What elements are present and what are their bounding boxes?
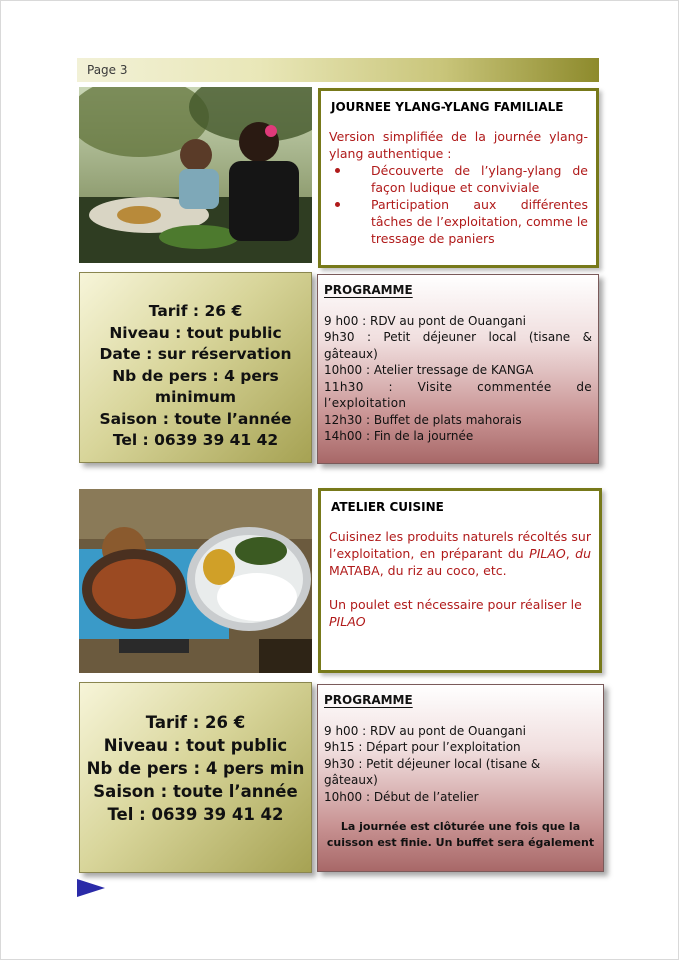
bullet-icon — [335, 168, 340, 173]
description-text: Cuisinez les produits naturels récoltés sur l’exploitation, en préparant du — [329, 529, 591, 561]
bullet-item — [329, 162, 588, 196]
note-paragraph — [329, 596, 591, 630]
niveau-line: Niveau : tout public — [103, 736, 288, 755]
programme-line: 9 h00 : RDV au pont de Ouangani — [324, 313, 526, 328]
description-paragraph — [329, 528, 591, 579]
saison-line: Saison : toute l’année — [93, 782, 298, 801]
page-header-bar — [77, 58, 599, 82]
nb-pers-line-continued: minimum — [154, 388, 237, 406]
note-text: Un poulet est nécessaire pour réaliser le — [329, 597, 582, 612]
tarif-line: Tarif : 26 € — [148, 302, 243, 320]
programme-line: 9 h00 : RDV au pont de Ouangani — [324, 723, 526, 738]
section-title: JOURNEE YLANG-YLANG FAMILIALE — [331, 100, 564, 114]
programme-box — [317, 684, 604, 872]
bullet-list — [329, 162, 588, 247]
programme-line: 9h30 : Petit déjeuner local (tisane & gâteaux) — [324, 330, 592, 361]
closing-note: La journée est clôturée une fois que la cuisson est finie. Un buffet sera également — [326, 820, 595, 849]
family-ylang-ylang-photo — [79, 87, 312, 263]
next-page-arrow-icon — [77, 879, 105, 897]
bullet-item — [329, 196, 588, 247]
programme-line: 9h30 : Petit déjeuner local (tisane & gâteaux) — [324, 756, 541, 787]
bullet-text: Participation aux différentes tâches de l’exploitation, comme le tressage de paniers — [371, 197, 588, 246]
programme-title: PROGRAMME — [324, 693, 413, 707]
intro-text: Version simplifiée de la journée ylang-ylang authentique : — [329, 129, 588, 161]
description-text: , — [565, 546, 576, 561]
tarif-info-box — [79, 272, 312, 463]
cooking-workshop-photo — [79, 489, 312, 673]
description-text: du — [575, 546, 591, 561]
tarif-info-box — [79, 682, 312, 873]
section-title: ATELIER CUISINE — [331, 500, 444, 514]
bullet-icon — [335, 202, 340, 207]
programme-line: 12h30 : Buffet de plats mahorais — [324, 412, 522, 427]
atelier-cuisine-description-box — [318, 488, 602, 673]
programme-line: 14h00 : Fin de la journée — [324, 429, 474, 443]
pilao-text: PILAO — [329, 614, 366, 629]
bullet-text: Découverte de l’ylang-ylang de façon ludique et conviviale — [371, 163, 588, 195]
description-text: MATABA, du riz au coco, etc. — [329, 563, 507, 578]
programme-line: 10h00 : Atelier tressage de KANGA — [324, 363, 534, 377]
nb-pers-line: Nb de pers : 4 pers — [112, 366, 279, 385]
niveau-line: Niveau : tout public — [109, 323, 282, 342]
programme-box — [317, 274, 599, 464]
date-line: Date : sur réservation — [99, 345, 292, 363]
programme-title: PROGRAMME — [324, 283, 413, 297]
tarif-line: Tarif : 26 € — [145, 713, 246, 732]
page-label: Page 3 — [87, 63, 128, 77]
programme-line: 9h15 : Départ pour l’exploitation — [324, 740, 521, 754]
programme-line: 10h00 : Début de l’atelier — [324, 789, 479, 804]
ylang-ylang-description-box — [318, 88, 599, 268]
programme-line: 11h30 : Visite commentée de l’exploitation — [324, 379, 592, 410]
nb-pers-line: Nb de pers : 4 pers min — [86, 759, 305, 778]
phone-line: Tel : 0639 39 41 42 — [107, 805, 284, 824]
pilao-text: PILAO — [529, 546, 566, 561]
saison-line: Saison : toute l’année — [99, 409, 292, 428]
description — [329, 128, 588, 247]
phone-line: Tel : 0639 39 41 42 — [112, 431, 279, 449]
